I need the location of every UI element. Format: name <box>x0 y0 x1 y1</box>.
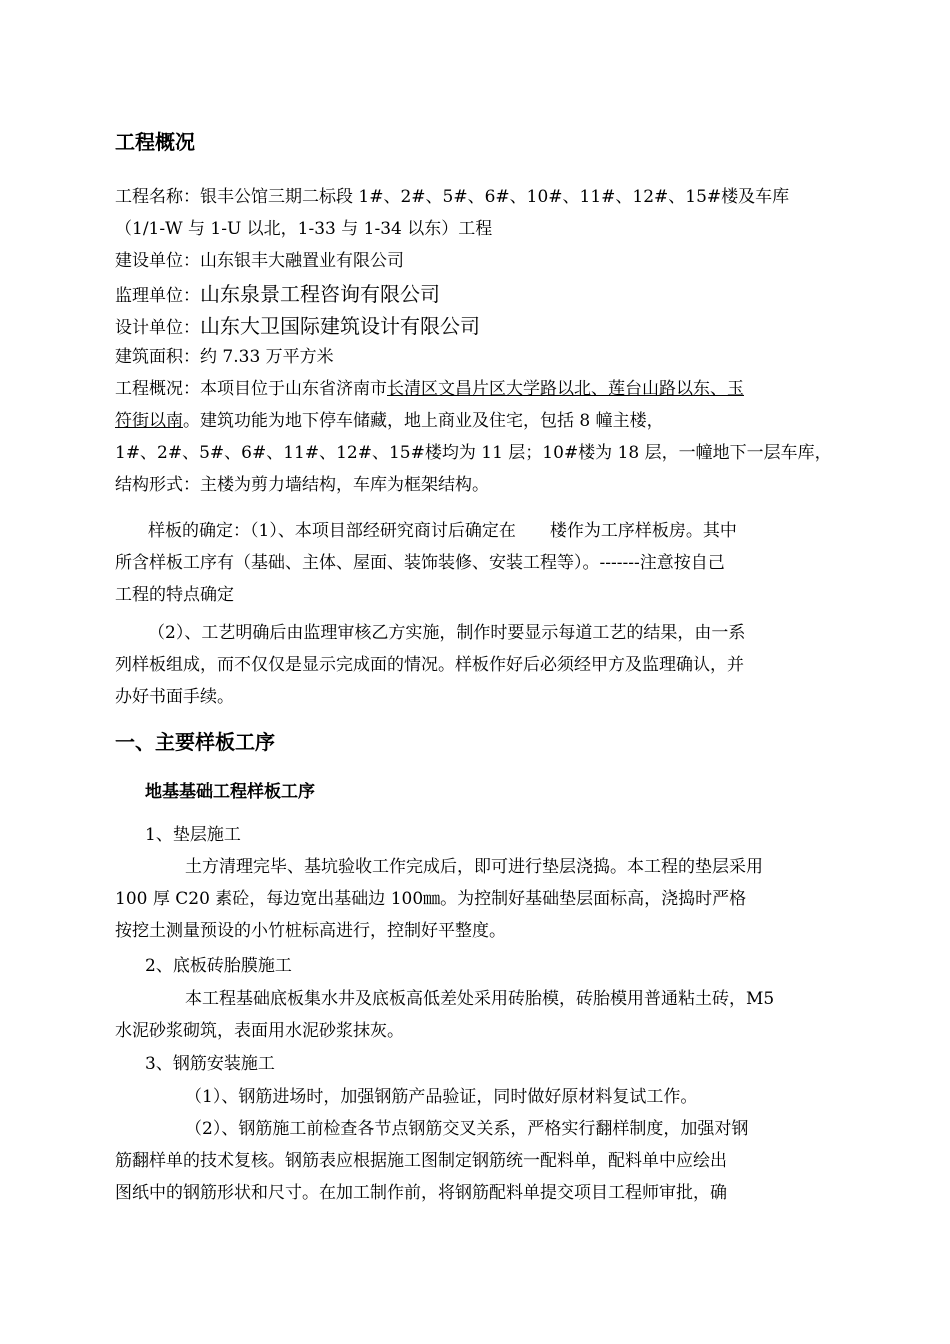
item2-title: 2、底板砖胎膜施工 <box>145 956 292 976</box>
overview-location-2: 符街以南 <box>115 411 183 431</box>
overview-desc-line-4: 结构形式：主楼为剪力墙结构，车库为框架结构。 <box>115 475 489 495</box>
page-title: 工程概况 <box>115 130 195 154</box>
item1-line-1: 土方清理完毕、基坑验收工作完成后，即可进行垫层浇捣。本工程的垫层采用 <box>185 857 763 877</box>
builder-line <box>115 250 404 272</box>
sample-para1-line-2: 所含样板工序有（基础、主体、屋面、装饰装修、安装工程等）。-------注意按自己 <box>115 553 725 573</box>
project-name-line-1: 工程名称：银丰公馆三期二标段 1#、2#、5#、6#、10#、11#、12#、15#楼及车库 <box>115 187 790 207</box>
item3-para2-line-1: （2）、钢筋施工前检查各节点钢筋交叉关系，严格实行翻样制度，加强对钢 <box>185 1119 749 1139</box>
supervisor-value: 山东泉景工程咨询有限公司 <box>200 282 440 306</box>
builder-label: 建设单位： <box>115 251 200 271</box>
sample-para2-line-2: 列样板组成，而不仅仅是显示完成面的情况。样板作好后必须经甲方及监理确认，并 <box>115 655 744 675</box>
section-heading: 一、主要样板工序 <box>115 730 275 754</box>
item3-para2-line-2: 筋翻样单的技术复核。钢筋表应根据施工图制定钢筋统一配料单，配料单中应绘出 <box>115 1151 727 1171</box>
item2-line-2: 水泥砂浆砌筑，表面用水泥砂浆抹灰。 <box>115 1021 404 1041</box>
area-line: 建筑面积：约 7.33 万平方米 <box>115 347 334 367</box>
designer-value: 山东大卫国际建筑设计有限公司 <box>200 314 480 338</box>
supervisor-line <box>115 282 440 308</box>
designer-line <box>115 314 480 340</box>
sample-para2-line-1: （2）、工艺明确后由监理审核乙方实施，制作时要显示每道工艺的结果，由一系 <box>148 623 746 643</box>
overview-desc-line-3: 1#、2#、5#、6#、11#、12#、15#楼均为 11 层；10#楼为 18 层，一幢地下一层车库， <box>115 443 832 463</box>
sample-para1-line-3: 工程的特点确定 <box>115 585 234 605</box>
subsection-heading: 地基基础工程样板工序 <box>145 782 315 802</box>
overview-location-1: 长清区文昌片区大学路以北、莲台山路以东、玉 <box>387 379 744 399</box>
overview-desc-prefix: 工程概况：本项目位于山东省济南市 <box>115 379 387 399</box>
supervisor-label: 监理单位： <box>115 286 200 306</box>
item3-title: 3、钢筋安装施工 <box>145 1054 275 1074</box>
item1-line-3: 按挖土测量预设的小竹桩标高进行，控制好平整度。 <box>115 921 506 941</box>
item3-para2-line-3: 图纸中的钢筋形状和尺寸。在加工制作前，将钢筋配料单提交项目工程师审批，确 <box>115 1183 727 1203</box>
item2-line-1: 本工程基础底板集水井及底板高低差处采用砖胎模，砖胎模用普通粘土砖，M5 <box>185 989 775 1009</box>
overview-desc-rest: 。建筑功能为地下停车储藏，地上商业及住宅，包括 8 幢主楼， <box>183 411 664 431</box>
project-name-line-2: （1/1-W 与 1-U 以北，1-33 与 1-34 以东）工程 <box>115 219 493 239</box>
item1-title: 1、垫层施工 <box>145 825 241 845</box>
overview-desc-line-1 <box>115 378 744 400</box>
item1-line-2: 100 厚 C20 素砼，每边宽出基础边 100㎜。为控制好基础垫层面标高，浇捣时严格 <box>115 889 747 909</box>
sample-para2-line-3: 办好书面手续。 <box>115 687 234 707</box>
overview-desc-line-2 <box>115 410 664 432</box>
sample-para1-line-1: 样板的确定：（1）、本项目部经研究商讨后确定在 楼作为工序样板房。其中 <box>148 521 737 541</box>
item3-para1: （1）、钢筋进场时，加强钢筋产品验证，同时做好原材料复试工作。 <box>185 1087 698 1107</box>
designer-label: 设计单位： <box>115 318 200 338</box>
builder-value: 山东银丰大融置业有限公司 <box>200 251 404 271</box>
